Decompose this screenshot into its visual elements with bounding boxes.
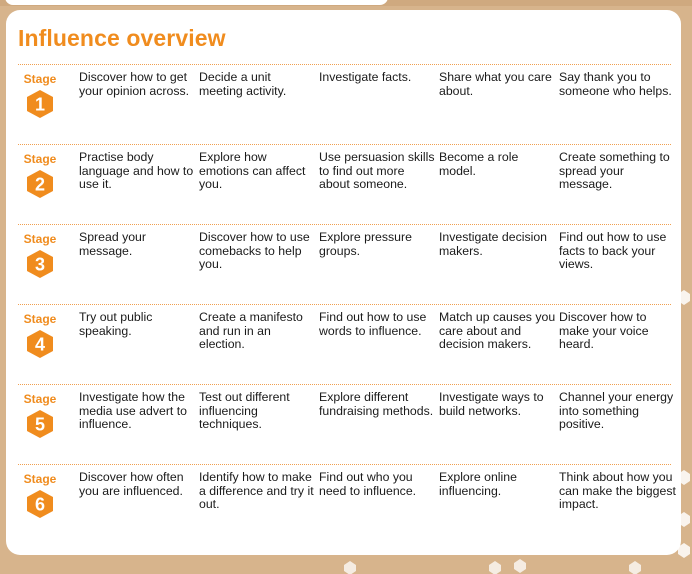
activity-cell: Become a role model. <box>439 150 519 178</box>
page-title: Influence overview <box>18 25 226 51</box>
activity-cell: Discover how to get your opinion across. <box>79 70 190 98</box>
hexagon-pattern-bottom-icon <box>330 555 692 574</box>
activity-cell: Decide a unit meeting activity. <box>199 70 287 98</box>
activity-cell: Identify how to make a difference and try it out. <box>199 470 314 511</box>
activity-cell: Spread your message. <box>79 230 146 258</box>
activity-cell: Try out public speaking. <box>79 310 153 338</box>
activity-cell: Explore different fundraising methods. <box>319 390 434 418</box>
activity-cell: Explore pressure groups. <box>319 230 412 258</box>
activity-cell: Share what you care about. <box>439 70 552 98</box>
activity-cell: Match up causes you care about and decision makers. <box>439 310 556 351</box>
stage-number-hexagon-icon <box>25 249 55 279</box>
row-divider <box>18 224 671 225</box>
row-divider <box>18 304 671 305</box>
activity-cell: Test out different influencing techniques. <box>199 390 290 431</box>
stage-number: 1 <box>34 94 46 115</box>
stage-label: Stage <box>23 472 57 486</box>
activity-cell: Investigate facts. <box>319 70 412 84</box>
previous-card-edge <box>5 0 388 5</box>
stage-label: Stage <box>23 312 57 326</box>
activity-cell: Discover how to use comebacks to help you. <box>199 230 310 271</box>
stage-number-hexagon-icon <box>25 489 55 519</box>
stage-number: 3 <box>34 254 46 275</box>
activity-cell: Create a manifesto and run in an election. <box>199 310 303 351</box>
activity-cell: Discover how to make your voice heard. <box>559 310 649 351</box>
stage-label: Stage <box>23 392 57 406</box>
activity-cell: Channel your energy into something positive. <box>559 390 674 431</box>
activity-cell: Find out how to use facts to back your views. <box>559 230 667 271</box>
stage-number: 2 <box>34 174 46 195</box>
activity-cell: Explore how emotions can affect you. <box>199 150 306 191</box>
activity-cell: Explore online influencing. <box>439 470 517 498</box>
stage-number-hexagon-icon <box>25 89 55 119</box>
stage-number: 6 <box>34 494 46 515</box>
activity-cell: Think about how you can make the biggest impact. <box>559 470 676 511</box>
activity-cell: Say thank you to someone who helps. <box>559 70 672 98</box>
stage-number-hexagon-icon <box>25 329 55 359</box>
row-divider <box>18 464 671 465</box>
activity-cell: Investigate how the media use advert to influence. <box>79 390 188 431</box>
stage-number: 4 <box>34 334 46 355</box>
row-divider <box>18 384 671 385</box>
activity-cell: Find out who you need to influence. <box>319 470 417 498</box>
activity-cell: Create something to spread your message. <box>559 150 670 191</box>
stage-number-hexagon-icon <box>25 169 55 199</box>
stage-label: Stage <box>23 72 57 86</box>
row-divider <box>18 144 671 145</box>
stage-label: Stage <box>23 232 57 246</box>
stage-number: 5 <box>34 414 46 435</box>
row-divider <box>18 64 671 65</box>
stage-number-hexagon-icon <box>25 409 55 439</box>
activity-cell: Find out how to use words to influence. <box>319 310 427 338</box>
stage-label: Stage <box>23 152 57 166</box>
influence-overview-card <box>6 10 681 555</box>
activity-cell: Investigate decision makers. <box>439 230 548 258</box>
activity-cell: Discover how often you are influenced. <box>79 470 184 498</box>
activity-cell: Use persuasion skills to find out more about someone. <box>319 150 435 191</box>
activity-cell: Practise body language and how to use it. <box>79 150 194 191</box>
activity-cell: Investigate ways to build networks. <box>439 390 544 418</box>
